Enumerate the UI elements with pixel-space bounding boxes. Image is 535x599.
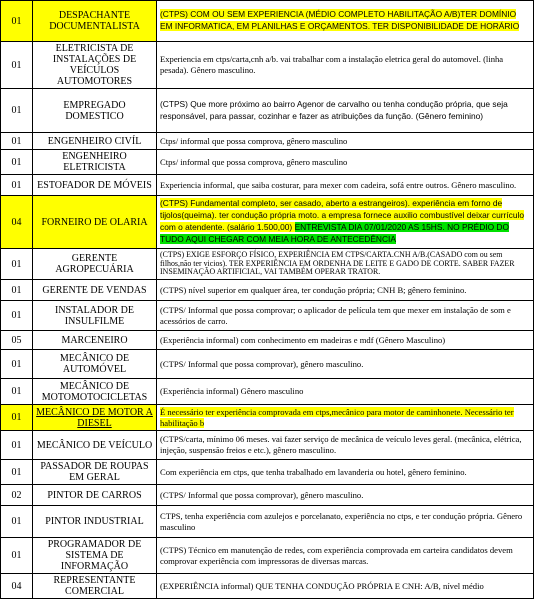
job-title: REPRESENTANTE COMERCIAL (33, 574, 157, 599)
table-row (1, 431, 534, 460)
job-requirements: Ctps/ informal que possa comprova, gênero masculino (157, 133, 534, 150)
job-title: DESPACHANTE DOCUMENTALISTA (33, 1, 157, 42)
job-requirements (157, 196, 534, 249)
job-title: MECÂNICO DE MOTOMOTOCICLETAS (33, 379, 157, 405)
table-row (1, 196, 534, 249)
job-title: PINTOR DE CARROS (33, 485, 157, 506)
vacancy-count: 04 (1, 574, 33, 599)
table-row (1, 42, 534, 89)
job-requirements: (CTPS/ Informal que possa comprovar; o aplicador de película tem que mexer em instalação de som e acessórios de carro. (157, 301, 534, 331)
job-title: PASSADOR DE ROUPAS EM GERAL (33, 460, 157, 485)
vacancy-count: 01 (1, 1, 33, 42)
table-row (1, 1, 534, 42)
vacancy-count: 04 (1, 196, 33, 249)
table-row (1, 350, 534, 379)
job-requirements (157, 1, 534, 42)
vacancy-count: 01 (1, 133, 33, 150)
interview-notice: ENTREVISTA DIA 07/01/2020 AS 15HS. NO PRÉDIO DO TUDO AQUI CHEGAR COM MEIA HORA DE ANTECEDÊNCIA (160, 222, 509, 244)
job-title: ENGENHEIRO ELETRICISTA (33, 150, 157, 175)
vacancy-count: 01 (1, 431, 33, 460)
job-requirements: (CTPS/ Informal que possa comprovar), gênero masculino. (157, 350, 534, 379)
job-title: PINTOR INDUSTRIAL (33, 506, 157, 538)
job-requirements: (CTPS/carta, mínimo 06 meses. vai fazer serviço de mecânica de veículo leves geral. (mecânica, elétrica, injeção, suspensão freios e etc.), gênero masculino. (157, 431, 534, 460)
table-row (1, 460, 534, 485)
job-requirements: Experiencia em ctps/carta,cnh a/b. vai trabalhar com a instalação eletrica geral do automovel. (linha pesada). Gênero masculino. (157, 42, 534, 89)
table-row (1, 485, 534, 506)
vacancy-count: 01 (1, 506, 33, 538)
job-title: ESTOFADOR DE MÓVEIS (33, 175, 157, 196)
vacancy-count: 05 (1, 331, 33, 350)
job-title: PROGRAMADOR DE SISTEMA DE INFORMAÇÃO (33, 538, 157, 574)
job-requirements: Experiencia informal, que saiba costurar, para mexer com cadeira, sofá entre outros. Gênero masculino. (157, 175, 534, 196)
job-requirements-text: (CTPS) Fundamental completo, ser casado, aberto a estrangeiros). experiência em forno de tijolos(queima). ter condução própria moto. a empresa fornece auxilio combustível deixar currículo com o atendente. (salário 1.500,00) (160, 198, 525, 232)
table-row (1, 89, 534, 133)
table-row (1, 574, 534, 599)
job-title: GERENTE AGROPECUÁRIA (33, 249, 157, 280)
vacancy-count: 01 (1, 42, 33, 89)
table-row (1, 249, 534, 280)
job-title: GERENTE DE VENDAS (33, 280, 157, 301)
job-requirements: (EXPERIÊNCIA informal) QUE TENHA CONDUÇÃO PRÓPRIA E CNH: A/B, nível médio (157, 574, 534, 599)
table-row (1, 538, 534, 574)
vacancy-count: 02 (1, 485, 33, 506)
job-requirements: (CTPS) Que more próximo ao bairro Agenor de carvalho ou tenha condução própria, que seja responsável, para passar, cozinhar e fazer as atribuições da função. (Gênero feminino) (157, 89, 534, 133)
vacancy-count: 01 (1, 249, 33, 280)
table-row (1, 280, 534, 301)
table-row (1, 301, 534, 331)
job-title: INSTALADOR DE INSULFILME (33, 301, 157, 331)
job-title: FORNEIRO DE OLARIA (33, 196, 157, 249)
vacancy-count: 01 (1, 280, 33, 301)
job-requirements: Ctps/ informal que possa comprova, gênero masculino (157, 150, 534, 175)
job-title: ENGENHEIRO CIVÍL (33, 133, 157, 150)
job-requirements: (CTPS) EXIGE ESFORÇO FÍSICO, EXPERIÊNCIA EM CTPS/CARTA.CNH A/B.(CASADO com ou sem filhos,não ter vicios). TER EXPERIÊNCIA EM ORDENHA DE LEITE E GADO DE CORTE. SABER FAZER INSEMINAÇÃO ARTIFICIAL, VAI TAMBÉM OPERAR TRATOR. (157, 249, 534, 280)
job-title: MARCENEIRO (33, 331, 157, 350)
job-title: ELETRICISTA DE INSTALAÇÕES DE VEÍCULOS AUTOMOTORES (33, 42, 157, 89)
vacancy-count: 01 (1, 301, 33, 331)
job-title: MECÂNICO DE MOTOR A DIESEL (33, 405, 157, 431)
table-row (1, 331, 534, 350)
table-row (1, 133, 534, 150)
job-requirements: (Experiência informal) com conhecimento em madeiras e mdf (Gênero Masculino) (157, 331, 534, 350)
vacancy-count: 01 (1, 538, 33, 574)
job-requirements: Com experiência em ctps, que tenha trabalhado em lavanderia ou hotel, gênero feminino. (157, 460, 534, 485)
job-requirements: (CTPS/ Informal que possa comprovar), gênero masculino. (157, 485, 534, 506)
vacancy-count: 01 (1, 175, 33, 196)
job-title: MECÂNICO DE AUTOMÓVEL (33, 350, 157, 379)
vacancy-count: 01 (1, 350, 33, 379)
vacancy-count: 01 (1, 460, 33, 485)
job-title: MECÂNICO DE VEÍCULO (33, 431, 157, 460)
table-row (1, 175, 534, 196)
job-requirements (157, 405, 534, 431)
job-requirements: (Experiência informal) Gênero masculino (157, 379, 534, 405)
job-requirements: CTPS, tenha experiência com azulejos e porcelanato, experiência no ctps, e ter condução própria. Gênero masculino (157, 506, 534, 538)
job-requirements-text: (CTPS) COM OU SEM EXPERIENCIA (MÉDIO COMPLETO HABILITAÇÃO A/B)TER DOMÍNIO EM INFORMATICA, EM PLANILHAS E ORÇAMENTOS. TER DISPONIBILIDADE DE HORÁRIO (160, 9, 520, 31)
vacancy-count: 01 (1, 405, 33, 431)
table-row (1, 405, 534, 431)
job-requirements: (CTPS) nível superior em qualquer área, ter condução própria; CNH B; gênero feminino. (157, 280, 534, 301)
job-title: EMPREGADO DOMESTICO (33, 89, 157, 133)
table-row (1, 150, 534, 175)
job-requirements: (CTPS) Técnico em manutenção de redes, com experiência comprovada em carteira candidatos devem comprovar experiência com impressoras de diversas marcas. (157, 538, 534, 574)
job-requirements-text: É necessário ter experiência comprovada em ctps,mecânico para motor de caminhonete. Necessário ter habilitação b (160, 406, 514, 428)
table-row (1, 506, 534, 538)
vacancy-count: 01 (1, 89, 33, 133)
vacancy-count: 01 (1, 150, 33, 175)
vacancy-count: 01 (1, 379, 33, 405)
table-row (1, 379, 534, 405)
